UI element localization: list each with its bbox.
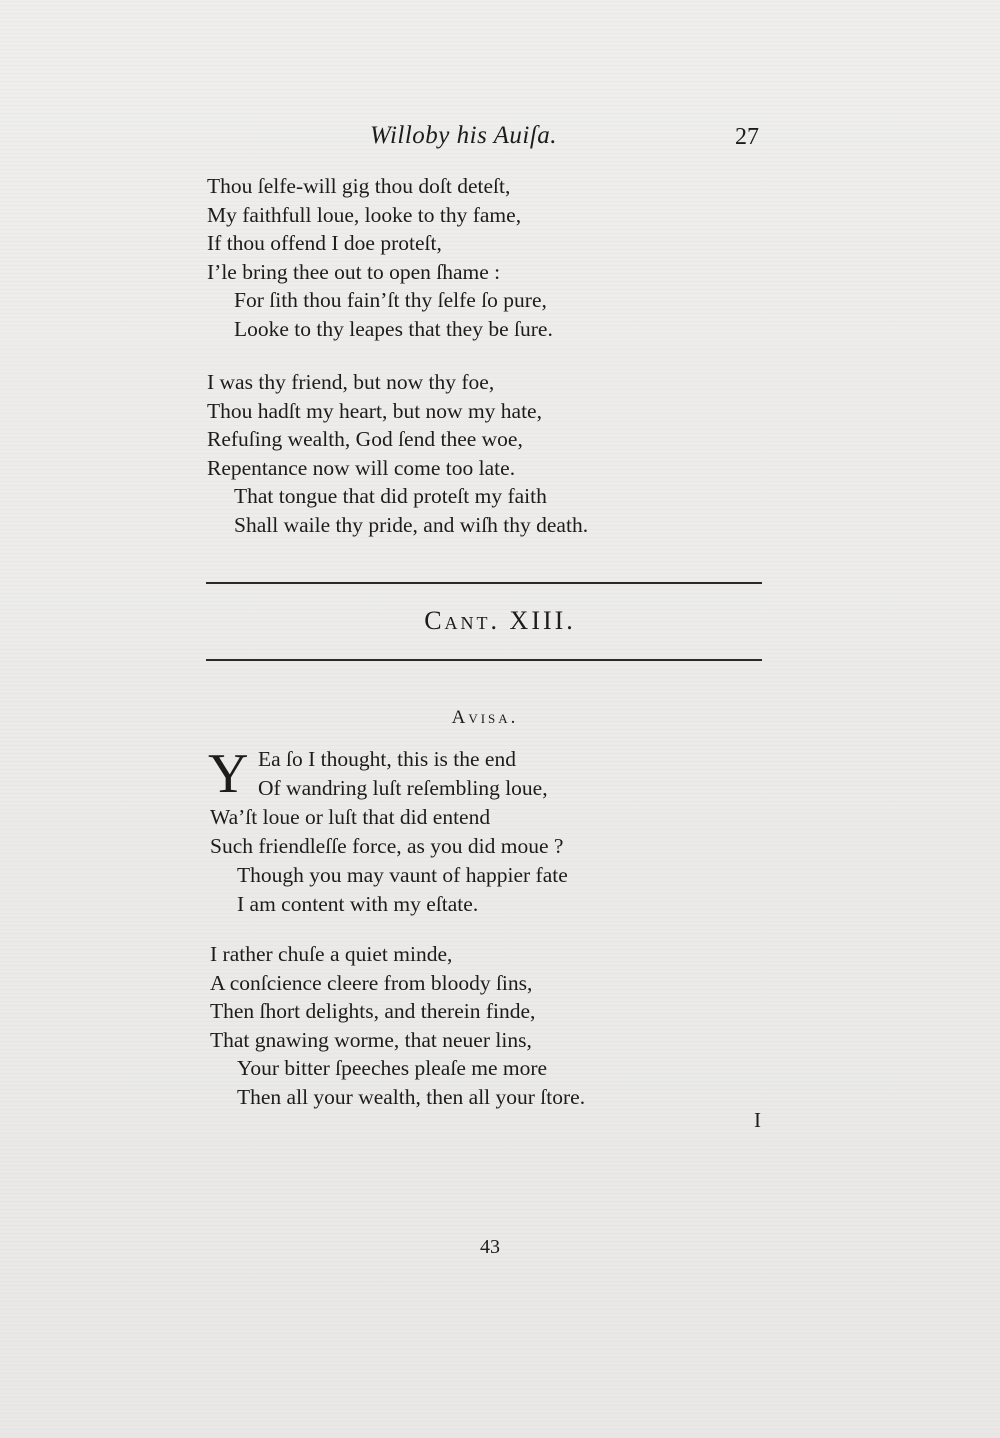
verse-line: Such friendleſſe force, as you did moue ? (210, 834, 564, 858)
verse-line: I rather chuſe a quiet minde, (210, 942, 453, 966)
verse-line: I am content with my eſtate. (237, 892, 479, 916)
canto-heading: Cant. XIII. (424, 606, 576, 635)
running-title: Willoby his Auiſa. (370, 122, 558, 149)
verse-line: Wa’ſt loue or luſt that did entend (210, 805, 491, 829)
drop-cap: Y (208, 743, 249, 805)
verse-line: I’le bring thee out to open ſhame : (207, 259, 501, 284)
stanza-3 (210, 745, 568, 919)
verse-line: Then ſhort delights, and therein finde, (210, 999, 536, 1024)
verse-line: For ſith thou fain’ſt thy ſelfe ſo pure, (234, 288, 547, 313)
stanza-4 (210, 940, 585, 1112)
page-signature-number: 43 (480, 1236, 500, 1258)
rule-divider-bottom (206, 659, 762, 661)
verse-line: I was thy friend, but now thy foe, (207, 370, 495, 394)
verse-line: Thou hadſt my heart, but now my hate, (207, 398, 542, 423)
page-number: 27 (735, 124, 759, 150)
verse-line: Shall waile thy pride, and wiſh thy death. (234, 512, 589, 537)
verse-line: Then all your wealth, then all your ſtore. (237, 1084, 586, 1109)
speaker-heading: Avisa. (451, 707, 519, 728)
verse-line: Though you may vaunt of happier fate (237, 863, 568, 887)
verse-line: Refuſing wealth, God ſend thee woe, (207, 427, 523, 452)
verse-line: If thou offend I doe proteſt, (207, 231, 442, 256)
stanza-2 (207, 368, 588, 540)
stanza-1 (207, 172, 553, 344)
catchword: I (754, 1108, 761, 1132)
verse-line: Your bitter ſpeeches pleaſe me more (237, 1056, 548, 1081)
verse-line: My faithfull loue, looke to thy fame, (207, 202, 522, 227)
verse-line: Thou ſelfe-will gig thou doſt deteſt, (207, 174, 511, 198)
verse-line: That gnawing worme, that neuer lins, (210, 1027, 532, 1052)
verse-line: That tongue that did proteſt my faith (234, 484, 547, 509)
running-head (0, 122, 1000, 158)
verse-line: A conſcience cleere from bloody ſins, (210, 970, 533, 995)
rule-divider-top (206, 582, 762, 584)
verse-line: Of wandring luſt reſembling loue, (258, 776, 548, 800)
verse-line: Looke to thy leapes that they be ſure. (234, 316, 553, 341)
verse-line: Repentance now will come too late. (207, 455, 516, 480)
verse-line: Ea ſo I thought, this is the end (258, 747, 516, 771)
